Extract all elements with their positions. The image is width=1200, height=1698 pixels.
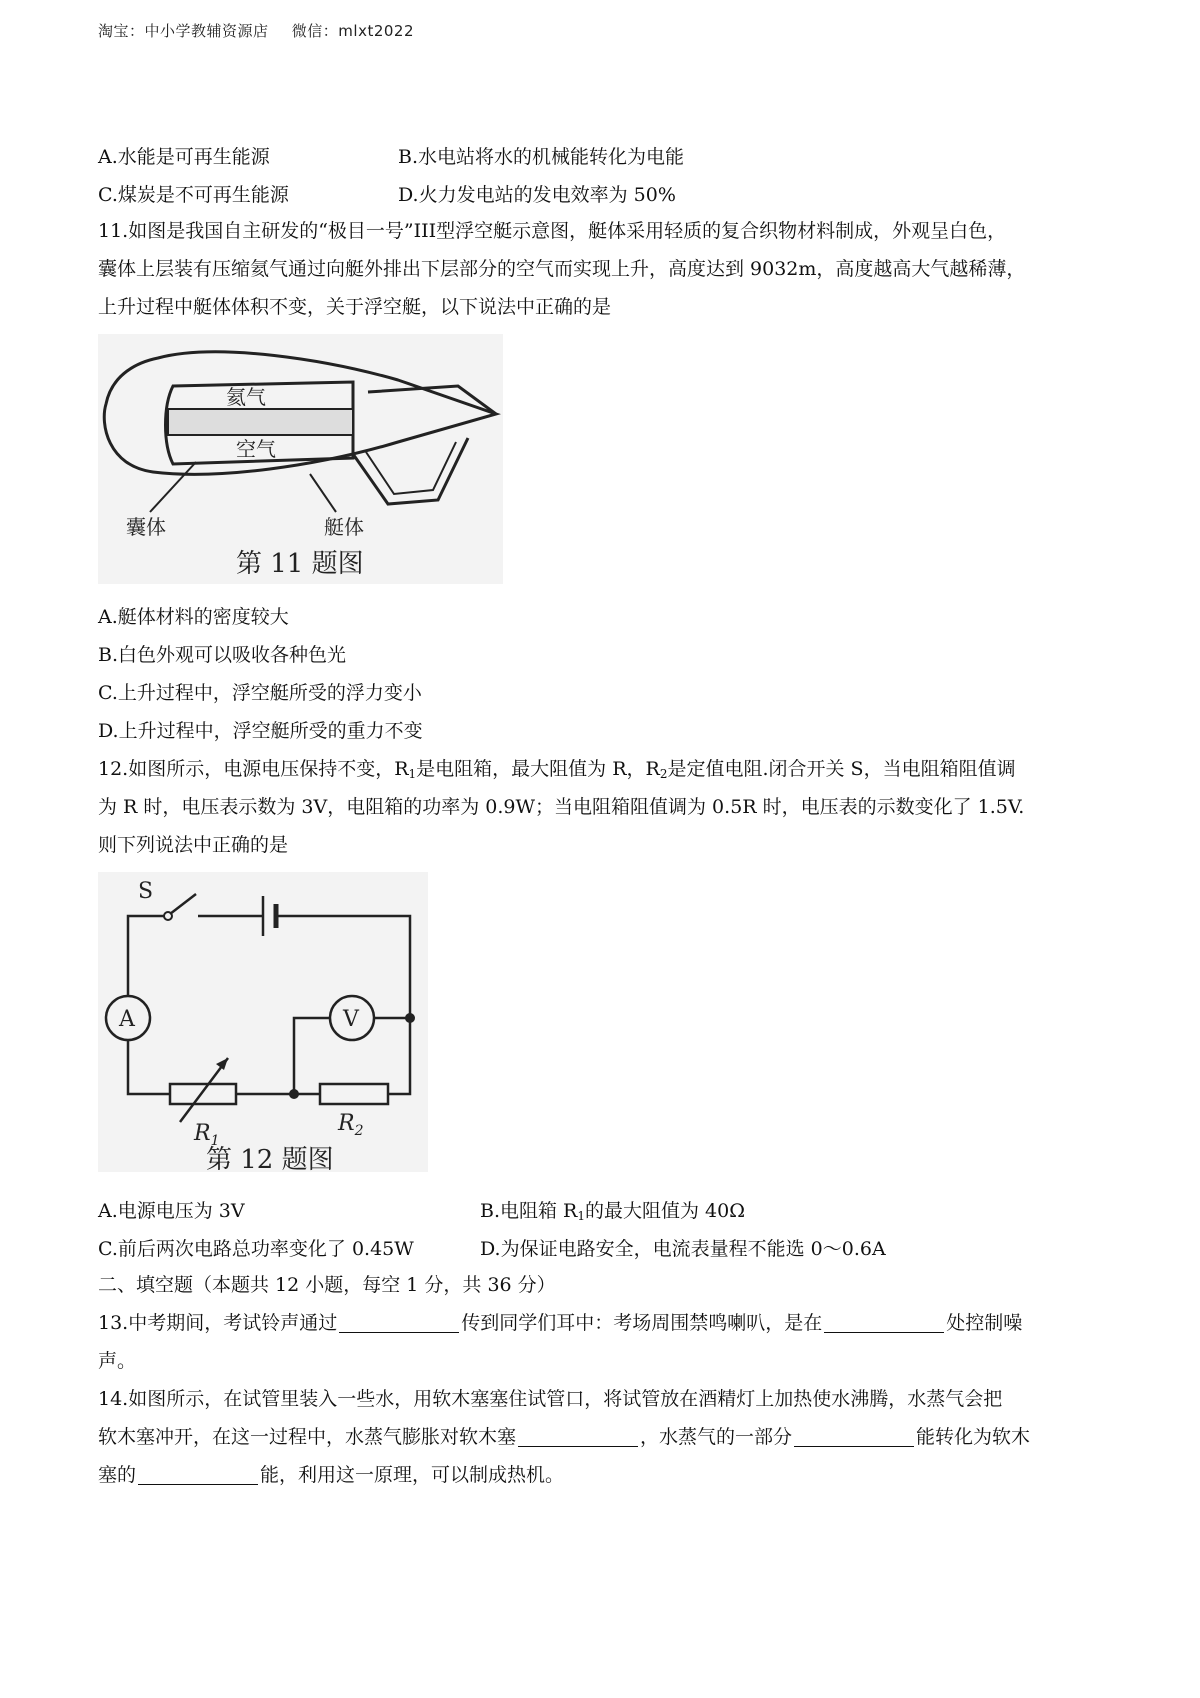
q14-blank-3[interactable]	[138, 1462, 258, 1485]
q11-option-c: C.上升过程中，浮空艇所受的浮力变小	[98, 682, 422, 704]
q12-option-b-text-b: 的最大阻值为 40Ω	[585, 1199, 745, 1222]
q12-option-d: D.为保证电路安全，电流表量程不能选 0～0.6A	[480, 1237, 886, 1260]
q10-option-a: A.水能是可再生能源	[98, 145, 270, 168]
q12-circuit-figure	[98, 872, 428, 1172]
q11-line-2: 囊体上层装有压缩氦气通过向艇外排出下层部分的空气而实现上升，高度达到 9032m，高度越高大气越稀薄，	[98, 258, 1026, 280]
q14-line-2	[98, 1418, 1113, 1456]
q13-text-b: 传到同学们耳中：考场周围禁鸣喇叭，是在	[461, 1312, 823, 1334]
wire-top-left	[128, 916, 164, 996]
q14-text-e: 能，利用这一原理，可以制成热机。	[260, 1464, 565, 1486]
q12-line-3: 则下列说法中正确的是	[98, 834, 289, 856]
q11-airship-figure	[98, 334, 503, 584]
label-air: 空气	[236, 437, 276, 461]
q13-blank-1[interactable]	[339, 1310, 459, 1333]
q14	[98, 1380, 1113, 1494]
q14-blank-1[interactable]	[518, 1424, 638, 1447]
q12-line-1-part-a: 12.如图所示，电源电压保持不变，R	[98, 758, 409, 780]
q11-stem	[98, 212, 1113, 326]
q10-option-b: B.水电站将水的机械能转化为电能	[398, 145, 685, 168]
q10-options-row-1	[98, 136, 1113, 174]
q12-option-b-subscript: 1	[577, 1208, 585, 1223]
wire-voltmeter-left	[294, 1018, 330, 1094]
q12-figure-caption: 第 12 题图	[206, 1145, 334, 1172]
resistor-r2	[320, 1084, 388, 1104]
hull-pointer	[310, 474, 336, 512]
q11-option-a: A.艇体材料的密度较大	[98, 606, 289, 628]
junction-right	[405, 1013, 415, 1023]
q12-r2-subscript: 2	[659, 767, 668, 781]
voltmeter-label: V	[343, 1007, 359, 1032]
wechat-id: 微信：mlxt2022	[291, 22, 415, 40]
label-hull: 艇体	[324, 515, 364, 539]
q12-line-1-part-c: 是定值电阻.闭合开关 S，当电阻箱阻值调	[667, 758, 1016, 780]
page-header	[98, 20, 432, 41]
r2-label: $R_2$	[338, 1111, 364, 1139]
q12-r1-subscript: 1	[408, 767, 417, 781]
wire-left-bottom	[128, 1040, 170, 1094]
q12-option-b-text-a: B.电阻箱 R	[480, 1199, 578, 1222]
bag-pointer	[150, 462, 196, 512]
q14-text-a: 软木塞冲开，在这一过程中，水蒸气膨胀对软木塞	[98, 1426, 517, 1448]
q12-options-row-2	[98, 1228, 1113, 1266]
q14-text-c: 能转化为软木	[916, 1426, 1031, 1448]
q12-option-a: A.电源电压为 3V	[98, 1199, 245, 1222]
q10-option-d: D.火力发电站的发电效率为 50%	[398, 183, 676, 206]
q14-text-d: 塞的	[98, 1464, 137, 1486]
q14-line-3	[98, 1456, 1113, 1494]
q12-option-c: C.前后两次电路总功率变化了 0.45W	[98, 1237, 414, 1260]
q12-options-row-1	[98, 1190, 1113, 1228]
shop-name: 淘宝：中小学教辅资源店	[98, 22, 269, 40]
switch-label: S	[138, 879, 154, 904]
r1-arrow-head	[216, 1058, 228, 1070]
switch-blade	[170, 894, 196, 914]
q14-line-1: 14.如图所示，在试管里装入一些水，用软木塞塞住试管口，将试管放在酒精灯上加热使水沸腾，水蒸气会把	[98, 1388, 1003, 1410]
q12-line-1	[98, 750, 1113, 788]
r1-label: $R_1$	[194, 1121, 220, 1149]
ammeter-label: A	[119, 1007, 135, 1032]
airship-tail-top	[368, 386, 496, 414]
q14-blank-2[interactable]	[794, 1424, 914, 1447]
q11-options	[98, 598, 1113, 750]
q13	[98, 1304, 1113, 1380]
q12-stem	[98, 750, 1113, 864]
q12-line-2: 为 R 时，电压表示数为 3V，电阻箱的功率为 0.9W；当电阻箱阻值调为 0.5R 时，电压表的示数变化了 1.5V.	[98, 796, 1025, 818]
q11-option-d: D.上升过程中，浮空艇所受的重力不变	[98, 720, 423, 742]
airship-tail-bottom-inner	[366, 442, 456, 494]
q12-line-1-part-b: 是电阻箱，最大阻值为 R，R	[416, 758, 660, 780]
q10-option-c: C.煤炭是不可再生能源	[98, 183, 289, 206]
bag-membrane	[168, 409, 353, 435]
label-helium: 氦气	[226, 385, 266, 409]
q11-option-b: B.白色外观可以吸收各种色光	[98, 644, 347, 666]
q13-text-a: 13.中考期间，考试铃声通过	[98, 1312, 338, 1334]
q10-options-row-2	[98, 174, 1113, 212]
q14-text-b: ，水蒸气的一部分	[640, 1426, 793, 1448]
label-bag: 囊体	[126, 515, 166, 539]
section-2-title: 二、填空题（本题共 12 小题，每空 1 分，共 36 分）	[98, 1274, 556, 1296]
resistor-r1	[170, 1084, 236, 1104]
q12-option-b	[480, 1196, 745, 1223]
q13-text-c: 处控制噪	[946, 1312, 1023, 1334]
q13-blank-2[interactable]	[824, 1310, 944, 1333]
q12-options	[98, 1190, 1113, 1266]
q11-line-3: 上升过程中艇体体积不变，关于浮空艇，以下说法中正确的是	[98, 296, 612, 318]
airship-tail-bottom	[353, 438, 468, 504]
q13-line-1	[98, 1304, 1113, 1342]
q11-figure-caption: 第 11 题图	[236, 549, 364, 579]
exam-content	[98, 136, 1113, 1494]
q13-line-2: 声。	[98, 1350, 137, 1372]
q11-line-1: 11.如图是我国自主研发的“极目一号”III型浮空艇示意图，艇体采用轻质的复合织物材料制成，外观呈白色，	[98, 220, 1007, 242]
